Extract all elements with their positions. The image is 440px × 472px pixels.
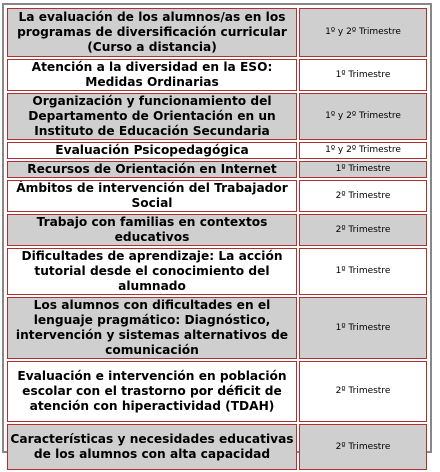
table-row [7, 93, 427, 140]
course-title: Ámbitos de intervención del Trabajador Social [7, 180, 297, 212]
table-row [7, 424, 427, 470]
course-schedule-table [5, 6, 429, 472]
course-period: 2º Trimestre [299, 180, 427, 212]
table-row [7, 361, 427, 422]
course-title: Organización y funcionamiento del Departamento de Orientación en un Instituto de Educación Secundaria [7, 93, 297, 140]
course-period: 1º Trimestre [299, 297, 427, 359]
course-title: Evaluación Psicopedagógica [7, 142, 297, 159]
course-title: Trabajo con familias en contextos educativos [7, 214, 297, 246]
table-row [7, 180, 427, 212]
table-row [7, 297, 427, 359]
course-title: La evaluación de los alumnos/as en los programas de diversificación curricular (Curso a distancia) [7, 8, 297, 57]
course-title: Evaluación e intervención en población escolar con el trastorno por déficit de atención con hiperactividad (TDAH) [7, 361, 297, 422]
course-period: 1º y 2º Trimestre [299, 8, 427, 57]
table-row [7, 161, 427, 178]
course-title: Dificultades de aprendizaje: La acción tutorial desde el conocimiento del alumnado [7, 248, 297, 295]
course-period: 2º Trimestre [299, 214, 427, 246]
course-title: Características y necesidades educativas de los alumnos con alta capacidad [7, 424, 297, 470]
course-period: 2º Trimestre [299, 361, 427, 422]
course-period: 1º Trimestre [299, 59, 427, 91]
table-row [7, 248, 427, 295]
course-period: 1º Trimestre [299, 248, 427, 295]
course-schedule-frame [2, 3, 432, 461]
course-period: 1º y 2º Trimestre [299, 142, 427, 159]
course-period: 1º y 2º Trimestre [299, 93, 427, 140]
table-row [7, 142, 427, 159]
course-title: Atención a la diversidad en la ESO: Medidas Ordinarias [7, 59, 297, 91]
course-period: 2º Trimestre [299, 424, 427, 470]
table-row [7, 8, 427, 57]
course-period: 1º Trimestre [299, 161, 427, 178]
course-title: Los alumnos con dificultades en el lenguaje pragmático: Diagnóstico, intervención y sistemas alternativos de comunicación [7, 297, 297, 359]
table-row [7, 59, 427, 91]
course-title: Recursos de Orientación en Internet [7, 161, 297, 178]
table-row [7, 214, 427, 246]
